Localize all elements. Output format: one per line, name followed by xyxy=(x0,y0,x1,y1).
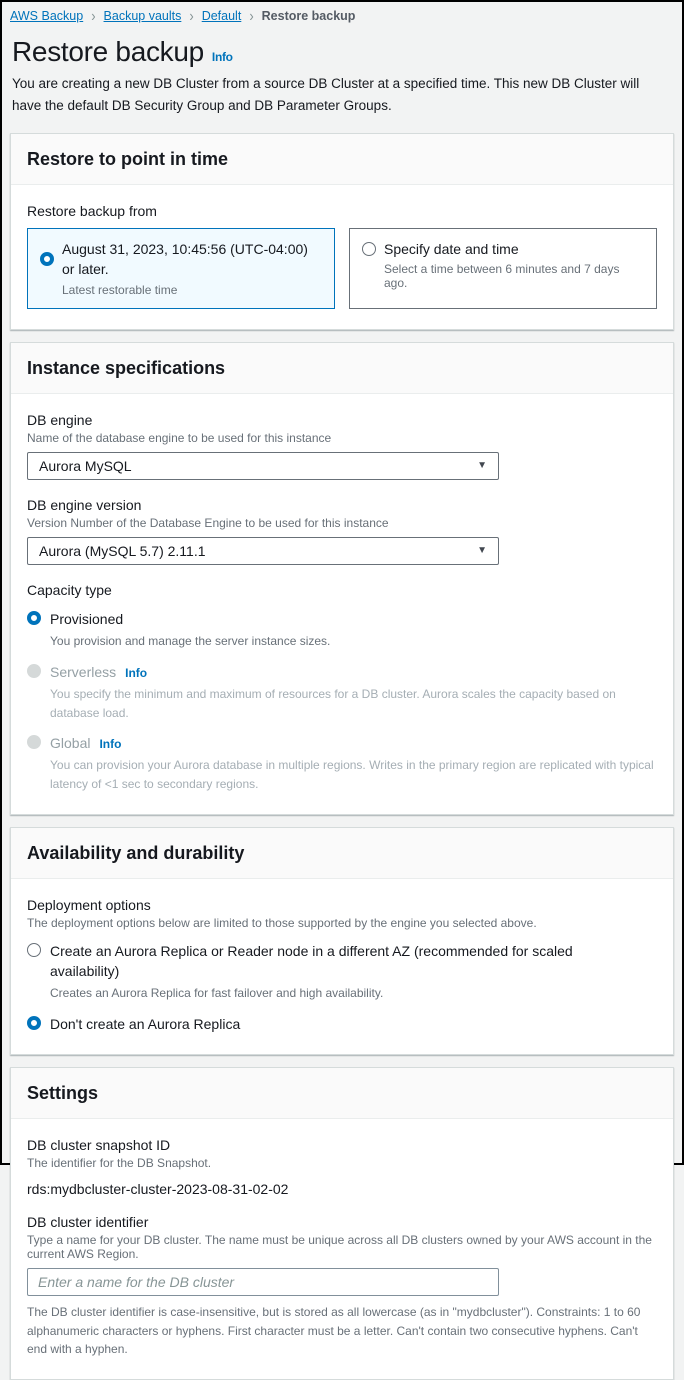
db-engine-field xyxy=(27,412,657,480)
chevron-right-icon: › xyxy=(91,6,96,25)
db-engine-label: DB engine xyxy=(27,411,93,428)
db-engine-selected-value: Aurora MySQL xyxy=(39,457,132,474)
db-cluster-identifier-input[interactable] xyxy=(27,1268,499,1296)
db-cluster-snapshot-id-value: rds:mydbcluster-cluster-2023-08-31-02-02 xyxy=(27,1181,289,1198)
radio-provisioned[interactable] xyxy=(27,611,41,625)
chevron-right-icon: › xyxy=(189,6,194,25)
settings-card-body xyxy=(11,1119,673,1379)
restore-option-tiles xyxy=(27,228,657,309)
title-info-link[interactable]: Info xyxy=(211,50,233,64)
instance-card-title: Instance specifications xyxy=(27,357,226,378)
deployment-option-no-replica[interactable] xyxy=(27,1014,657,1034)
serverless-description: You specify the minimum and maximum of resources for a DB cluster. Aurora scales the capacity based on database load. xyxy=(50,686,616,720)
availability-card-title: Availability and durability xyxy=(27,842,245,863)
provisioned-description: You provision and manage the server instance sizes. xyxy=(50,634,331,649)
global-info-link[interactable]: Info xyxy=(99,737,122,752)
db-engine-version-select[interactable] xyxy=(27,537,499,565)
instance-specifications-card xyxy=(10,342,674,815)
capacity-option-provisioned[interactable] xyxy=(27,609,657,651)
latest-restorable-time-description: Latest restorable time xyxy=(62,282,178,297)
radio-global-disabled xyxy=(27,735,41,749)
create-replica-label: Create an Aurora Replica or Reader node in a different AZ (recommended for scaled availability) xyxy=(50,942,573,979)
serverless-info-link[interactable]: Info xyxy=(125,665,148,680)
breadcrumb-link-default[interactable]: Default xyxy=(201,8,242,23)
settings-card-header xyxy=(11,1068,673,1119)
radio-latest-restorable-time[interactable] xyxy=(40,252,54,266)
db-engine-version-description: Version Number of the Database Engine to be used for this instance xyxy=(27,515,389,530)
global-description: You can provision your Aurora database in multiple regions. Writes in the primary region are replicated with typical latency of <1 sec to secondary regions. xyxy=(50,758,654,792)
db-cluster-identifier-label: DB cluster identifier xyxy=(27,1214,149,1231)
specify-date-time-label: Specify date and time xyxy=(384,241,519,258)
create-replica-description: Creates an Aurora Replica for fast failover and high availability. xyxy=(50,986,384,1001)
caret-down-icon: ▼ xyxy=(477,460,487,472)
capacity-option-global xyxy=(27,733,657,793)
caret-down-icon: ▼ xyxy=(477,545,487,557)
deployment-options-field xyxy=(27,897,657,1034)
specify-date-time-description: Select a time between 6 minutes and 7 days ago. xyxy=(384,262,620,291)
chevron-right-icon: › xyxy=(249,6,254,25)
breadcrumb xyxy=(2,2,682,23)
capacity-type-label: Capacity type xyxy=(27,581,112,598)
specify-date-time-tile[interactable] xyxy=(349,228,657,309)
instance-card-body xyxy=(11,394,673,814)
capacity-type-field xyxy=(27,582,657,794)
serverless-label: Serverless xyxy=(50,663,117,680)
db-engine-description: Name of the database engine to be used for this instance xyxy=(27,430,332,445)
latest-restorable-time-label: August 31, 2023, 10:45:56 (UTC-04:00) or later. xyxy=(62,241,308,278)
instance-card-header xyxy=(11,343,673,394)
restore-point-in-time-card xyxy=(10,133,674,330)
restore-card-body xyxy=(11,185,673,329)
availability-card-body xyxy=(11,879,673,1054)
capacity-option-serverless xyxy=(27,662,657,722)
restore-card-title: Restore to point in time xyxy=(27,149,229,170)
db-cluster-snapshot-id-field xyxy=(27,1137,657,1197)
deployment-options-description: The deployment options below are limited to those supported by the engine you selected above. xyxy=(27,915,537,930)
settings-card xyxy=(10,1067,674,1380)
db-engine-version-selected-value: Aurora (MySQL 5.7) 2.11.1 xyxy=(39,542,206,559)
breadcrumb-link-aws-backup[interactable]: AWS Backup xyxy=(10,8,84,23)
radio-specify-date-time[interactable] xyxy=(362,242,376,256)
radio-serverless-disabled xyxy=(27,664,41,678)
page-title xyxy=(12,36,672,68)
restore-backup-from-label: Restore backup from xyxy=(27,203,157,220)
availability-durability-card xyxy=(10,827,674,1055)
page-header xyxy=(2,36,682,116)
db-engine-version-label: DB engine version xyxy=(27,496,142,513)
page-title-text: Restore backup xyxy=(12,36,204,67)
breadcrumb-link-backup-vaults[interactable]: Backup vaults xyxy=(103,8,182,23)
deployment-option-create-replica[interactable] xyxy=(27,941,657,1003)
global-label: Global xyxy=(50,735,91,752)
db-engine-version-field xyxy=(27,497,657,565)
db-cluster-snapshot-id-description: The identifier for the DB Snapshot. xyxy=(27,1156,212,1171)
page-description: You are creating a new DB Cluster from a source DB Cluster at a specified time. This new DB Cluster will have the default DB Security Group and DB Parameter Groups. xyxy=(12,76,640,113)
no-replica-label: Don't create an Aurora Replica xyxy=(50,1015,241,1032)
settings-card-title: Settings xyxy=(27,1083,99,1104)
provisioned-label: Provisioned xyxy=(50,610,124,627)
restore-card-header xyxy=(11,134,673,185)
deployment-options-label: Deployment options xyxy=(27,896,151,913)
db-cluster-identifier-description: Type a name for your DB cluster. The name must be unique across all DB clusters owned by your AWS account in the current AWS Region. xyxy=(27,1233,652,1262)
db-cluster-identifier-field xyxy=(27,1214,657,1359)
db-cluster-snapshot-id-label: DB cluster snapshot ID xyxy=(27,1137,171,1154)
breadcrumb-current-page: Restore backup xyxy=(261,8,356,23)
db-engine-select[interactable] xyxy=(27,452,499,480)
radio-no-replica[interactable] xyxy=(27,1016,41,1030)
radio-create-replica[interactable] xyxy=(27,943,41,957)
db-cluster-identifier-help-text: The DB cluster identifier is case-insensitive, but is stored as all lowercase (as in "mydbcluster"). Constraints: 1 to 60 alphanumeric characters or hyphens. First character must be a letter. Can't contain two consecutive hyphens. Can't end with a hyphen. xyxy=(27,1305,641,1357)
latest-restorable-time-tile[interactable] xyxy=(27,228,335,309)
availability-card-header xyxy=(11,828,673,879)
